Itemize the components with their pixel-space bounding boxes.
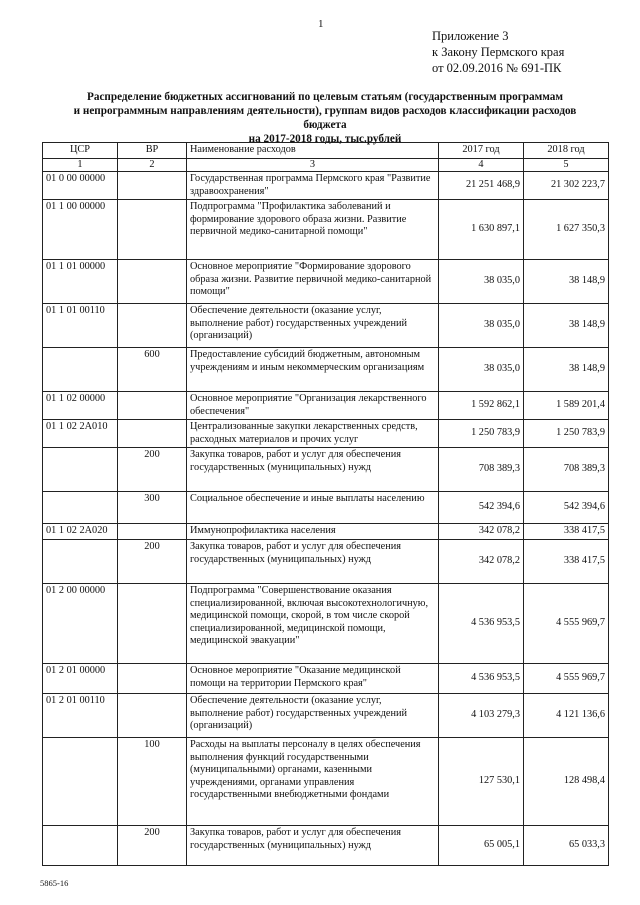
header-name: Наименование расходов (187, 143, 439, 159)
cell-2017: 4 536 953,5 (439, 584, 524, 664)
cell-name: Основное мероприятие "Оказание медицинской помощи на территории Пермского края" (187, 664, 439, 694)
cell-2018: 38 148,9 (524, 348, 609, 392)
cell-name: Иммунопрофилактика населения (187, 524, 439, 540)
title-line-1: Распределение бюджетных ассигнований по целевым статьям (государственным программам (87, 91, 563, 103)
cell-csr (43, 492, 118, 524)
table-row (43, 584, 609, 664)
header-2018: 2018 год (524, 143, 609, 159)
cell-vr (118, 694, 187, 738)
cell-2017: 38 035,0 (439, 260, 524, 304)
table-row (43, 348, 609, 392)
colnum-3: 3 (187, 158, 439, 172)
cell-csr: 01 1 02 2А010 (43, 420, 118, 448)
cell-csr: 01 1 00 00000 (43, 200, 118, 260)
cell-name: Обеспечение деятельности (оказание услуг, выполнение работ) государственных учреждений (организаций) (187, 694, 439, 738)
cell-2017: 38 035,0 (439, 348, 524, 392)
cell-2018: 338 417,5 (524, 524, 609, 540)
table-row (43, 304, 609, 348)
table-body (43, 172, 609, 866)
cell-2018: 708 389,3 (524, 448, 609, 492)
cell-csr: 01 1 02 2А020 (43, 524, 118, 540)
cell-vr (118, 420, 187, 448)
cell-csr (43, 738, 118, 826)
cell-name: Предоставление субсидий бюджетным, автономным учреждениям и иным некоммерческим организациям (187, 348, 439, 392)
header-vr: ВР (118, 143, 187, 159)
table-row (43, 448, 609, 492)
cell-vr: 200 (118, 540, 187, 584)
cell-2018: 21 302 223,7 (524, 172, 609, 200)
cell-2017: 542 394,6 (439, 492, 524, 524)
table-row (43, 392, 609, 420)
cell-name: Подпрограмма "Профилактика заболеваний и формирование здорового образа жизни. Развитие первичной медико-санитарной помощи" (187, 200, 439, 260)
table-row (43, 738, 609, 826)
cell-vr (118, 524, 187, 540)
cell-2018: 1 250 783,9 (524, 420, 609, 448)
cell-name: Закупка товаров, работ и услуг для обеспечения государственных (муниципальных) нужд (187, 448, 439, 492)
cell-vr (118, 392, 187, 420)
cell-name: Закупка товаров, работ и услуг для обеспечения государственных (муниципальных) нужд (187, 540, 439, 584)
cell-2018: 4 555 969,7 (524, 664, 609, 694)
cell-csr: 01 2 01 00110 (43, 694, 118, 738)
cell-name: Расходы на выплаты персоналу в целях обеспечения выполнения функций государственными (муниципальными) органами, казенными учреждениями, органами управления государственными внебюджетными фондами (187, 738, 439, 826)
cell-2018: 4 121 136,6 (524, 694, 609, 738)
cell-vr (118, 260, 187, 304)
cell-2017: 1 592 862,1 (439, 392, 524, 420)
cell-name: Социальное обеспечение и иные выплаты населению (187, 492, 439, 524)
cell-name: Подпрограмма "Совершенствование оказания специализированной, включая высокотехнологичную, медицинской помощи, скорой, в том числе скорой специализированной, медицинской помощи, медицинской эвакуации" (187, 584, 439, 664)
colnum-2: 2 (118, 158, 187, 172)
cell-vr (118, 200, 187, 260)
table-row (43, 694, 609, 738)
cell-vr: 200 (118, 826, 187, 866)
title-line-2: и непрограммным направлениям деятельности), группам видов расходов классификации расходов бюджета (73, 105, 577, 131)
table-row (43, 826, 609, 866)
cell-2018: 1 627 350,3 (524, 200, 609, 260)
cell-csr (43, 448, 118, 492)
cell-vr (118, 664, 187, 694)
cell-2018: 542 394,6 (524, 492, 609, 524)
colnum-1: 1 (43, 158, 118, 172)
annex-line-2: к Закону Пермского края (432, 45, 565, 59)
cell-vr (118, 584, 187, 664)
cell-2017: 342 078,2 (439, 540, 524, 584)
annex-block (432, 28, 564, 76)
cell-2018: 128 498,4 (524, 738, 609, 826)
table-row (43, 524, 609, 540)
cell-2017: 1 250 783,9 (439, 420, 524, 448)
cell-vr (118, 172, 187, 200)
table-header-row (43, 143, 609, 159)
cell-name: Государственная программа Пермского края "Развитие здравоохранения" (187, 172, 439, 200)
cell-csr: 01 1 01 00110 (43, 304, 118, 348)
title-line-3: на 2017-2018 годы, тыс.рублей (248, 133, 402, 145)
cell-2017: 1 630 897,1 (439, 200, 524, 260)
cell-csr: 01 2 00 00000 (43, 584, 118, 664)
table-row (43, 420, 609, 448)
cell-name: Закупка товаров, работ и услуг для обеспечения государственных (муниципальных) нужд (187, 826, 439, 866)
cell-vr: 600 (118, 348, 187, 392)
header-2017: 2017 год (439, 143, 524, 159)
cell-2017: 342 078,2 (439, 524, 524, 540)
cell-2017: 4 103 279,3 (439, 694, 524, 738)
header-csr: ЦСР (43, 143, 118, 159)
cell-name: Основное мероприятие "Организация лекарственного обеспечения" (187, 392, 439, 420)
cell-vr: 300 (118, 492, 187, 524)
table-row (43, 664, 609, 694)
cell-name: Обеспечение деятельности (оказание услуг, выполнение работ) государственных учреждений (организаций) (187, 304, 439, 348)
colnum-4: 4 (439, 158, 524, 172)
table-row (43, 200, 609, 260)
table-row (43, 492, 609, 524)
cell-vr: 100 (118, 738, 187, 826)
cell-2017: 708 389,3 (439, 448, 524, 492)
cell-2017: 21 251 468,9 (439, 172, 524, 200)
cell-2018: 4 555 969,7 (524, 584, 609, 664)
table-row (43, 172, 609, 200)
cell-2018: 38 148,9 (524, 260, 609, 304)
table-row (43, 260, 609, 304)
annex-line-3: от 02.09.2016 № 691-ПК (432, 61, 562, 75)
cell-csr: 01 2 01 00000 (43, 664, 118, 694)
cell-2018: 65 033,3 (524, 826, 609, 866)
cell-csr (43, 826, 118, 866)
cell-csr: 01 1 01 00000 (43, 260, 118, 304)
cell-name: Основное мероприятие "Формирование здорового образа жизни. Развитие первичной медико-санитарной помощи" (187, 260, 439, 304)
cell-csr (43, 540, 118, 584)
cell-csr: 01 0 00 00000 (43, 172, 118, 200)
cell-name: Централизованные закупки лекарственных средств, расходных материалов и прочих услуг (187, 420, 439, 448)
table-column-numbers-row (43, 158, 609, 172)
cell-2018: 1 589 201,4 (524, 392, 609, 420)
annex-line-1: Приложение 3 (432, 29, 509, 43)
cell-csr (43, 348, 118, 392)
budget-table (42, 142, 609, 866)
cell-2017: 4 536 953,5 (439, 664, 524, 694)
colnum-5: 5 (524, 158, 609, 172)
footer-code: 5865-16 (40, 878, 69, 888)
cell-2018: 38 148,9 (524, 304, 609, 348)
cell-vr (118, 304, 187, 348)
cell-csr: 01 1 02 00000 (43, 392, 118, 420)
table-row (43, 540, 609, 584)
cell-2017: 65 005,1 (439, 826, 524, 866)
cell-2017: 127 530,1 (439, 738, 524, 826)
cell-vr: 200 (118, 448, 187, 492)
page-number: 1 (318, 18, 324, 30)
document-title (60, 90, 590, 146)
cell-2017: 38 035,0 (439, 304, 524, 348)
cell-2018: 338 417,5 (524, 540, 609, 584)
